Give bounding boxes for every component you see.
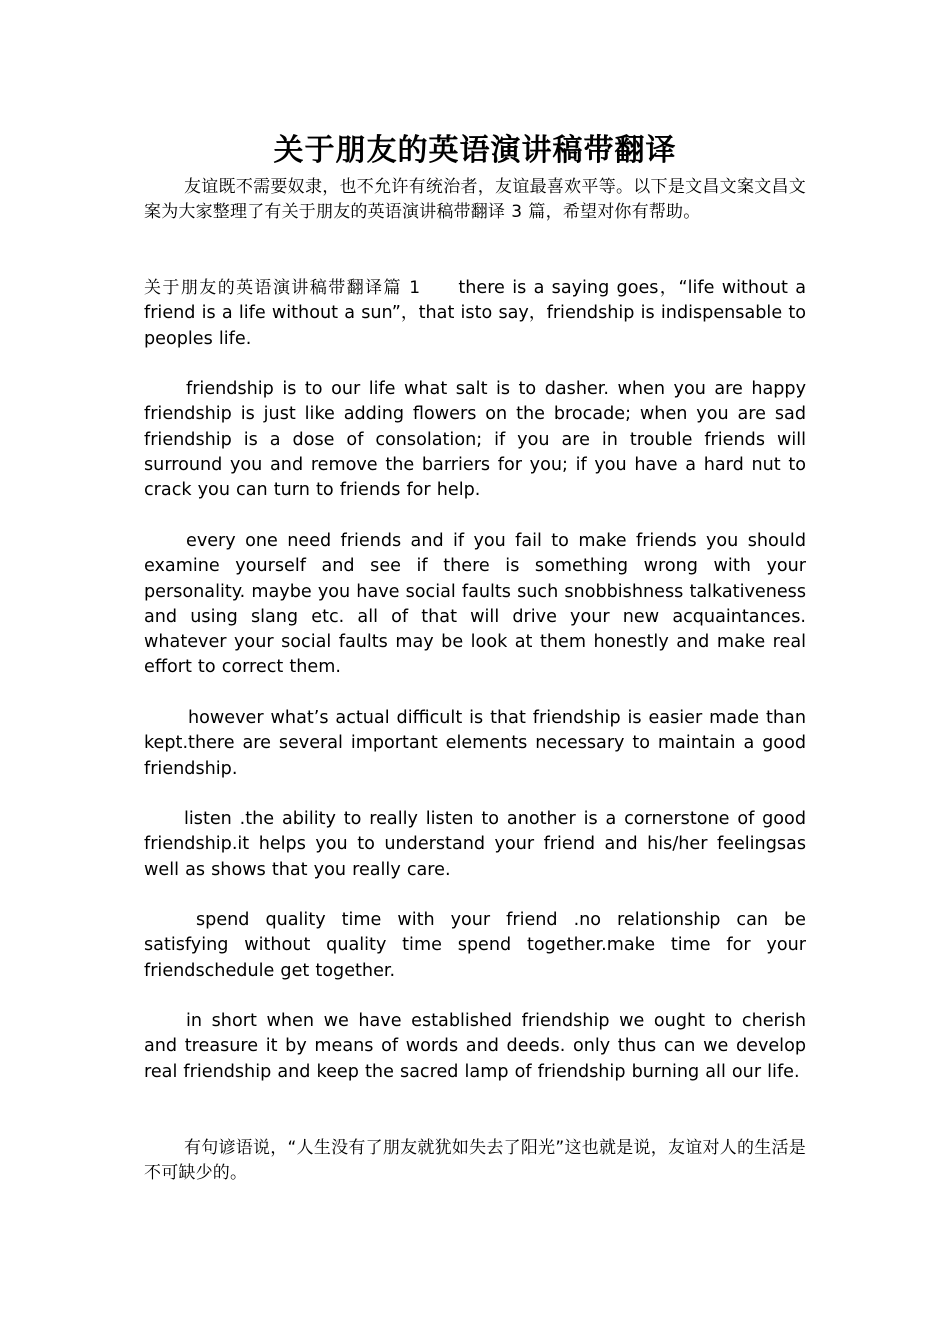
section-1-first-paragraph (144, 276, 806, 352)
paragraph-2: friendship is to our life what salt is to dasher. when you are happy friendship is just like adding flowers on the brocade; when you are sad friendship is a dose of consolation; if you are in trouble friends will surround you and remove the barriers for you; if you have a hard nut to crack you can turn to friends for help. (144, 379, 806, 501)
paragraph-3: every one need friends and if you fail to make friends you should examine yourself and see if there is something wrong with your personality. maybe you have social faults such snobbishness talkativeness and using slang etc. all of that will drive your new acquaintances. whatever your social faults may be look at them honestly and make real effort to correct them. (144, 531, 806, 678)
paragraph-4: however what’s actual difficult is that friendship is easier made than kept.there are several important elements necessary to maintain a good friendship. (144, 708, 806, 779)
translation-paragraph: 有句谚语说，“人生没有了朋友就犹如失去了阳光”这也就是说，友谊对人的生活是不可缺少的。 (144, 1138, 806, 1184)
paragraph-5: listen .the ability to really listen to another is a cornerstone of good friendship.it helps you to understand your friend and his/her feelingsas well as shows that you really care. (144, 809, 806, 880)
paragraph-1: there is a saying goes，“life without a friend is a life without a sun”，that isto say，friendship is indispensable to peoples life. (144, 278, 806, 349)
intro-paragraph: 友谊既不需要奴隶，也不允许有统治者，友谊最喜欢平等。以下是文昌文案文昌文案为大家整理了有关于朋友的英语演讲稿带翻译 3 篇，希望对你有帮助。 (144, 177, 806, 223)
section-label: 关于朋友的英语演讲稿带翻译篇 1 (144, 278, 421, 298)
paragraph-7: in short when we have established friendship we ought to cherish and treasure it by means of words and deeds. only thus can we develop real friendship and keep the sacred lamp of friendship burning all our life. (144, 1011, 806, 1082)
paragraph-6: spend quality time with your friend .no relationship can be satisfying without quality time spend together.make time for your friendschedule get together. (144, 910, 806, 981)
document-title: 关于朋友的英语演讲稿带翻译 (273, 133, 677, 168)
